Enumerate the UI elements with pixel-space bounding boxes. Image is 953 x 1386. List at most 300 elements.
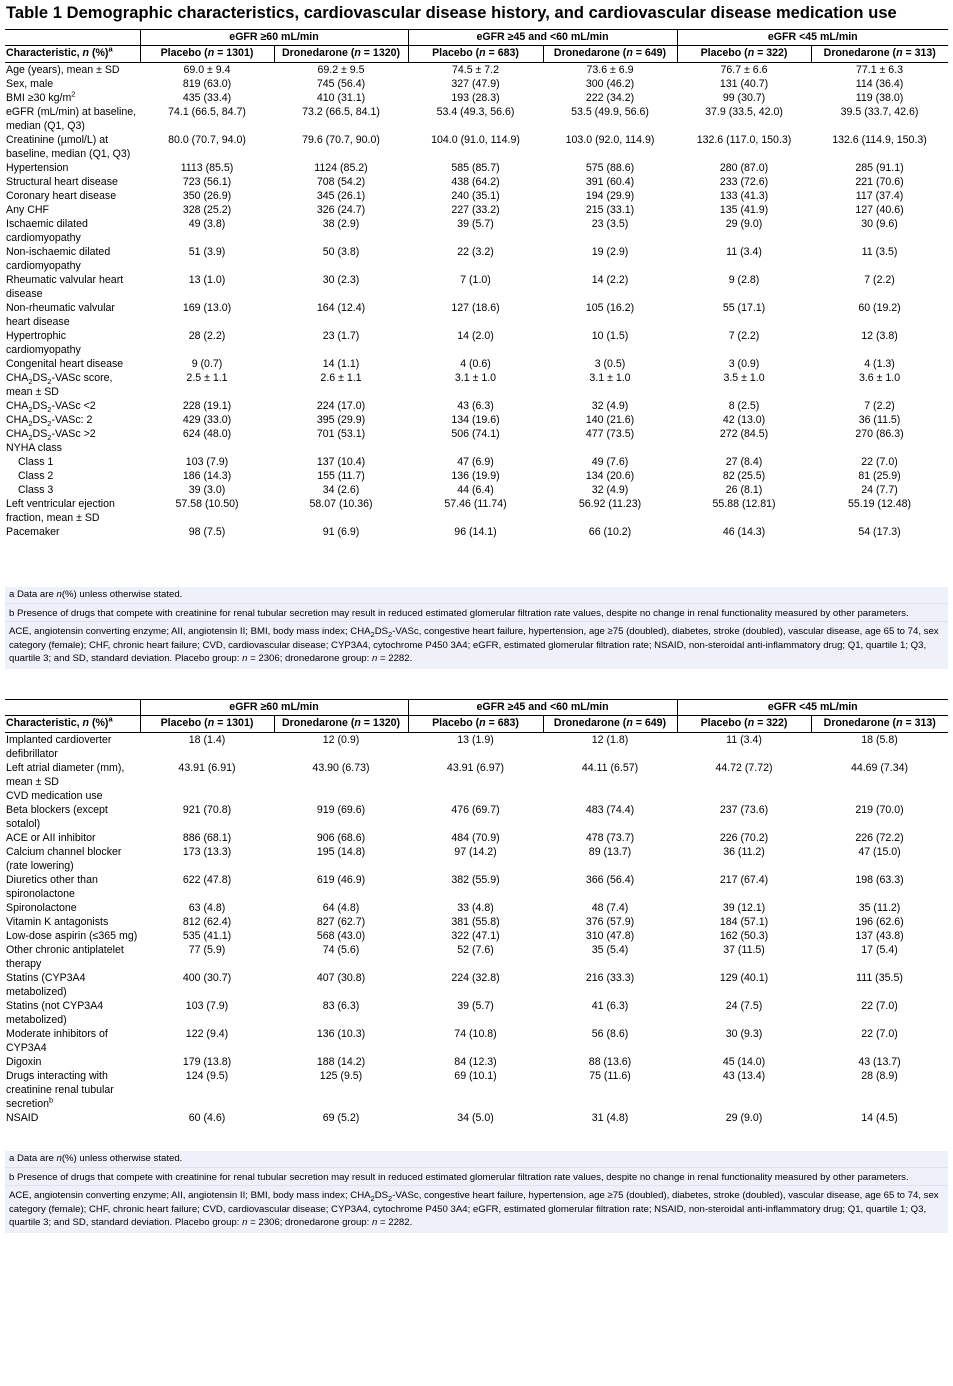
value-cell: 240 (35.1) bbox=[451, 190, 500, 202]
value-cell: 24 (7.7) bbox=[861, 484, 898, 496]
value-cell bbox=[408, 441, 543, 455]
value-cell: 222 (34.2) bbox=[585, 92, 635, 104]
value-cell: 391 (60.4) bbox=[585, 176, 635, 188]
value-cell: 37.9 (33.5, 42.0) bbox=[705, 106, 783, 118]
value-cell: 48 (7.4) bbox=[591, 902, 629, 914]
characteristics-table-part-2 bbox=[5, 699, 948, 1125]
value-cell: 47 (15.0) bbox=[858, 846, 901, 858]
value-cell: 47 (6.9) bbox=[457, 456, 494, 468]
row-label: Ischaemic dilated cardiomyopathy bbox=[6, 218, 88, 244]
row-label: Drugs interacting with creatinine renal tubular secretion$^b$ bbox=[6, 1070, 114, 1110]
row-label: Hypertrophic cardiomyopathy bbox=[6, 330, 81, 356]
value-cell: 32 (4.9) bbox=[591, 400, 629, 412]
value-cell: 127 (18.6) bbox=[451, 302, 500, 314]
value-cell: 173 (13.3) bbox=[182, 846, 232, 858]
table-row bbox=[5, 497, 948, 525]
value-cell: 29 (9.0) bbox=[725, 1112, 763, 1124]
footnote: a Data are n(%) unless otherwise stated. bbox=[9, 589, 183, 600]
value-cell: 88 (13.6) bbox=[588, 1056, 632, 1068]
characteristics-table-part-1 bbox=[5, 29, 948, 539]
value-cell: 43 (6.3) bbox=[457, 400, 494, 412]
value-cell: 52 (7.6) bbox=[457, 944, 494, 956]
value-cell: 43.91 (6.91) bbox=[178, 762, 236, 774]
value-cell bbox=[811, 441, 948, 455]
value-cell: 285 (91.1) bbox=[855, 162, 904, 174]
value-cell: 53.4 (49.3, 56.6) bbox=[436, 106, 515, 118]
value-cell: 24 (7.5) bbox=[725, 1000, 763, 1012]
row-label: $CHA_2DS_2$-VASc <2 bbox=[6, 400, 96, 415]
row-label: Creatinine (µmol/L) at baseline, median (Q1, Q3) bbox=[6, 134, 131, 160]
value-cell: 179 (13.8) bbox=[182, 1056, 232, 1068]
value-cell: 9 (0.7) bbox=[191, 358, 223, 370]
value-cell: 22 (7.0) bbox=[861, 1028, 898, 1040]
value-cell: 30 (2.3) bbox=[322, 274, 360, 286]
value-cell: 198 (63.3) bbox=[855, 874, 904, 886]
row-label: Class 2 bbox=[18, 470, 54, 482]
row-label: CVD medication use bbox=[6, 790, 103, 802]
table-body-1 bbox=[5, 63, 948, 540]
arm-header-row bbox=[5, 46, 948, 63]
value-cell bbox=[140, 789, 274, 803]
row-label: Hypertension bbox=[6, 162, 69, 174]
value-cell: 28 (8.9) bbox=[861, 1070, 898, 1082]
value-cell: 233 (72.6) bbox=[719, 176, 769, 188]
group-header-egfr-60: eGFR ≥60 mL/min bbox=[140, 30, 408, 46]
value-cell: 39 (5.7) bbox=[457, 1000, 494, 1012]
value-cell: 195 (14.8) bbox=[316, 846, 366, 858]
arm-header: Dronedarone (n = 1320) bbox=[274, 46, 408, 63]
value-cell: 89 (13.7) bbox=[588, 846, 632, 858]
row-label: Low-dose aspirin (≤365 mg) bbox=[6, 930, 138, 942]
table-row bbox=[5, 469, 948, 483]
value-cell: 164 (12.4) bbox=[316, 302, 366, 314]
table-row bbox=[5, 999, 948, 1027]
arm-header: Dronedarone (n = 649) bbox=[543, 46, 677, 63]
value-cell: 169 (13.0) bbox=[182, 302, 232, 314]
value-cell bbox=[274, 441, 408, 455]
value-cell: 186 (14.3) bbox=[182, 470, 232, 482]
value-cell: 134 (19.6) bbox=[451, 414, 500, 426]
value-cell: 74.5 ± 7.2 bbox=[451, 64, 500, 76]
value-cell: 19 (2.9) bbox=[591, 246, 629, 258]
table-row bbox=[5, 77, 948, 91]
value-cell: 745 (56.4) bbox=[316, 78, 366, 90]
row-label: Sex, male bbox=[6, 78, 54, 90]
value-cell: 483 (74.4) bbox=[585, 804, 635, 816]
value-cell: 1113 (85.5) bbox=[180, 162, 234, 174]
value-cell bbox=[543, 441, 677, 455]
value-cell: 96 (14.1) bbox=[454, 526, 497, 538]
table-row bbox=[5, 831, 948, 845]
value-cell: 14 (1.1) bbox=[322, 358, 360, 370]
row-label: Class 1 bbox=[18, 456, 54, 468]
value-cell: 79.6 (70.7, 90.0) bbox=[302, 134, 380, 146]
value-cell: 124 (9.5) bbox=[185, 1070, 229, 1082]
value-cell: 228 (19.1) bbox=[182, 400, 232, 412]
value-cell: 217 (67.4) bbox=[719, 874, 769, 886]
value-cell: 366 (56.4) bbox=[585, 874, 635, 886]
value-cell: 8 (2.5) bbox=[728, 400, 760, 412]
footnotes-1 bbox=[5, 587, 948, 669]
table-row bbox=[5, 455, 948, 469]
value-cell: 12 (0.9) bbox=[322, 734, 360, 746]
value-cell: 13 (1.9) bbox=[457, 734, 494, 746]
value-cell: 56.92 (11.23) bbox=[578, 498, 642, 510]
value-cell: 22 (7.0) bbox=[861, 1000, 898, 1012]
row-label: BMI ≥30 $kg/m^2$ bbox=[6, 89, 76, 104]
value-cell: 46 (14.3) bbox=[722, 526, 766, 538]
table-title: Table 1 Demographic characteristics, cardiovascular disease history, and cardiovascular disease medication use bbox=[6, 4, 897, 22]
value-cell: 12 (1.8) bbox=[591, 734, 629, 746]
table-row bbox=[5, 273, 948, 301]
row-label: Moderate inhibitors of CYP3A4 bbox=[6, 1028, 108, 1054]
corner-cell bbox=[5, 30, 140, 46]
value-cell: 435 (33.4) bbox=[182, 92, 232, 104]
value-cell: 103 (7.9) bbox=[185, 456, 229, 468]
value-cell: 81 (25.9) bbox=[858, 470, 901, 482]
value-cell: 1124 (85.2) bbox=[314, 162, 368, 174]
value-cell: 484 (70.9) bbox=[451, 832, 500, 844]
value-cell: 35 (11.2) bbox=[858, 902, 901, 914]
value-cell: 196 (62.6) bbox=[855, 916, 904, 928]
value-cell: 77 (5.9) bbox=[188, 944, 226, 956]
value-cell: 224 (32.8) bbox=[451, 972, 500, 984]
table-row bbox=[5, 203, 948, 217]
value-cell: 64 (4.8) bbox=[322, 902, 360, 914]
table-row bbox=[5, 133, 948, 161]
value-cell: 310 (47.8) bbox=[585, 930, 635, 942]
value-cell: 506 (74.1) bbox=[451, 428, 500, 440]
value-cell: 32 (4.9) bbox=[591, 484, 629, 496]
value-cell: 819 (63.0) bbox=[182, 78, 232, 90]
value-cell: 49 (3.8) bbox=[188, 218, 226, 230]
value-cell: 18 (5.8) bbox=[861, 734, 898, 746]
row-label: NSAID bbox=[6, 1112, 39, 1124]
value-cell: 326 (24.7) bbox=[316, 204, 366, 216]
corner-cell bbox=[5, 700, 140, 716]
table-row bbox=[5, 1069, 948, 1111]
row-label: Age (years), mean ± SD bbox=[6, 64, 120, 76]
row-label: Spironolactone bbox=[6, 902, 77, 914]
value-cell: 74 (10.8) bbox=[454, 1028, 497, 1040]
row-label: $CHA_2DS_2$-VASc >2 bbox=[6, 428, 96, 443]
value-cell: 39 (3.0) bbox=[188, 484, 226, 496]
value-cell: 350 (26.9) bbox=[182, 190, 232, 202]
value-cell: 7 (2.2) bbox=[864, 274, 895, 286]
table-row bbox=[5, 217, 948, 245]
table-row bbox=[5, 901, 948, 915]
table-row bbox=[5, 357, 948, 371]
value-cell: 328 (25.2) bbox=[182, 204, 232, 216]
row-label: Diuretics other than spironolactone bbox=[6, 874, 98, 900]
characteristic-header: Characteristic, n (%)$^a$ bbox=[5, 716, 140, 733]
table-row bbox=[5, 845, 948, 873]
table-row bbox=[5, 803, 948, 831]
value-cell: 7 (2.2) bbox=[864, 400, 895, 412]
value-cell: 155 (11.7) bbox=[317, 470, 365, 482]
value-cell: 38 (2.9) bbox=[322, 218, 360, 230]
value-cell: 36 (11.2) bbox=[723, 846, 765, 858]
table-row bbox=[5, 63, 948, 78]
value-cell: 906 (68.6) bbox=[316, 832, 366, 844]
table-row bbox=[5, 245, 948, 273]
value-cell: 395 (29.9) bbox=[316, 414, 366, 426]
value-cell: 18 (1.4) bbox=[188, 734, 226, 746]
value-cell: 56 (8.6) bbox=[591, 1028, 629, 1040]
value-cell: 57.58 (10.50) bbox=[175, 498, 239, 510]
group-header-egfr-45-60: eGFR ≥45 and <60 mL/min bbox=[408, 30, 677, 46]
row-label: Rheumatic valvular heart disease bbox=[6, 274, 124, 300]
footnote: ACE, angiotensin converting enzyme; AII, angiotensin II; BMI, body mass index; $CHA_2DS_2$-VASc, congestive heart failure, hypertension, age ≥75 (doubled), diabetes, stroke (doubled), vascular disease, age 65 to 74, sex category (female); CHF, chronic heart failure; CVD, cardiovascular disease; CYP3A4, cytochrome P450 3A4; eGFR, estimated glomerular filtration rate; NSAID, non-steroidal anti-inflammatory drug; Q1, quartile 1; Q3, quartile 3; and SD, standard deviation. Placebo group: n = 2306; dronedarone group: n = 2282. bbox=[5, 1185, 948, 1233]
value-cell: 44.11 (6.57) bbox=[581, 762, 639, 774]
value-cell: 103 (7.9) bbox=[185, 1000, 229, 1012]
value-cell: 33 (4.8) bbox=[457, 902, 494, 914]
value-cell: 10 (1.5) bbox=[591, 330, 629, 342]
value-cell: 60 (19.2) bbox=[858, 302, 901, 314]
value-cell: 26 (8.1) bbox=[725, 484, 763, 496]
value-cell: 400 (30.7) bbox=[182, 972, 232, 984]
value-cell: 708 (54.2) bbox=[316, 176, 366, 188]
value-cell: 184 (57.1) bbox=[719, 916, 769, 928]
footnote: a Data are n(%) unless otherwise stated. bbox=[9, 1153, 183, 1164]
value-cell: 2.6 ± 1.1 bbox=[320, 372, 362, 384]
value-cell: 135 (41.9) bbox=[719, 204, 769, 216]
value-cell: 376 (57.9) bbox=[585, 916, 635, 928]
value-cell: 3.1 ± 1.0 bbox=[589, 372, 631, 384]
value-cell: 132.6 (117.0, 150.3) bbox=[696, 134, 792, 146]
value-cell: 97 (14.2) bbox=[454, 846, 497, 858]
footnote: b Presence of drugs that compete with creatinine for renal tubular secretion may result in reduced estimated glomerular filtration rate values, despite no change in renal functionality measured by other parameters. bbox=[5, 603, 948, 622]
value-cell: 11 (3.5) bbox=[861, 246, 898, 258]
table-row bbox=[5, 1111, 948, 1125]
row-label: Left ventricular ejection fraction, mean ± SD bbox=[6, 498, 115, 524]
value-cell: 3 (0.9) bbox=[728, 358, 760, 370]
row-label: ACE or AII inhibitor bbox=[6, 832, 96, 844]
value-cell: 51 (3.9) bbox=[188, 246, 226, 258]
value-cell: 39 (5.7) bbox=[457, 218, 494, 230]
value-cell: 723 (56.1) bbox=[182, 176, 232, 188]
value-cell: 127 (40.6) bbox=[855, 204, 904, 216]
group-header-egfr-45: eGFR <45 mL/min bbox=[677, 700, 948, 716]
value-cell: 76.7 ± 6.6 bbox=[720, 64, 768, 76]
arm-header: Placebo (n = 1301) bbox=[140, 716, 274, 733]
row-label: Calcium channel blocker (rate lowering) bbox=[6, 846, 122, 872]
table-row bbox=[5, 943, 948, 971]
value-cell: 29 (9.0) bbox=[725, 218, 763, 230]
value-cell: 125 (9.5) bbox=[319, 1070, 363, 1082]
value-cell: 43.91 (6.97) bbox=[446, 762, 505, 774]
value-cell bbox=[677, 441, 811, 455]
value-cell: 22 (7.0) bbox=[861, 456, 898, 468]
table-row bbox=[5, 175, 948, 189]
value-cell: 345 (26.1) bbox=[316, 190, 366, 202]
row-label: $CHA_2DS_2$-VASc: 2 bbox=[6, 414, 93, 429]
value-cell: 14 (2.2) bbox=[591, 274, 629, 286]
value-cell: 75 (11.6) bbox=[589, 1070, 631, 1082]
row-label: eGFR (mL/min) at baseline, median (Q1, Q3) bbox=[6, 106, 137, 132]
value-cell: 44.69 (7.34) bbox=[850, 762, 909, 774]
arm-header: Placebo (n = 683) bbox=[408, 716, 543, 733]
value-cell: 50 (3.8) bbox=[322, 246, 360, 258]
value-cell: 42 (13.0) bbox=[722, 414, 766, 426]
value-cell: 575 (88.6) bbox=[585, 162, 635, 174]
group-header-egfr-45-60: eGFR ≥45 and <60 mL/min bbox=[408, 700, 677, 716]
value-cell: 30 (9.3) bbox=[725, 1028, 763, 1040]
table-row bbox=[5, 161, 948, 175]
table-row bbox=[5, 105, 948, 133]
value-cell: 80.0 (70.7, 94.0) bbox=[168, 134, 246, 146]
group-header-egfr-60: eGFR ≥60 mL/min bbox=[140, 700, 408, 716]
table-body-2 bbox=[5, 733, 948, 1126]
value-cell: 585 (85.7) bbox=[451, 162, 500, 174]
row-label: Coronary heart disease bbox=[6, 190, 117, 202]
row-label: Structural heart disease bbox=[6, 176, 118, 188]
value-cell: 3.6 ± 1.0 bbox=[858, 372, 901, 384]
value-cell: 53.5 (49.9, 56.6) bbox=[571, 106, 649, 118]
value-cell: 429 (33.0) bbox=[182, 414, 232, 426]
value-cell: 34 (5.0) bbox=[457, 1112, 494, 1124]
value-cell: 43 (13.4) bbox=[722, 1070, 766, 1082]
value-cell: 114 (36.4) bbox=[855, 78, 904, 90]
table-row bbox=[5, 915, 948, 929]
table-row bbox=[5, 525, 948, 539]
arm-header: Dronedarone (n = 649) bbox=[543, 716, 677, 733]
value-cell: 43 (13.7) bbox=[858, 1056, 901, 1068]
value-cell: 237 (73.6) bbox=[719, 804, 769, 816]
value-cell: 7 (1.0) bbox=[460, 274, 491, 286]
row-label: Digoxin bbox=[6, 1056, 42, 1068]
characteristic-header: Characteristic, n (%)$^a$ bbox=[5, 46, 140, 63]
value-cell: 23 (1.7) bbox=[322, 330, 360, 342]
value-cell: 322 (47.1) bbox=[451, 930, 500, 942]
table-row bbox=[5, 301, 948, 329]
value-cell: 131 (40.7) bbox=[719, 78, 769, 90]
value-cell: 69 (5.2) bbox=[322, 1112, 360, 1124]
row-label: Beta blockers (except sotalol) bbox=[6, 804, 108, 830]
value-cell: 31 (4.8) bbox=[591, 1112, 629, 1124]
arm-header: Placebo (n = 322) bbox=[677, 46, 811, 63]
table-row bbox=[5, 1027, 948, 1055]
value-cell: 44.72 (7.72) bbox=[715, 762, 773, 774]
value-cell: 133 (41.3) bbox=[719, 190, 769, 202]
value-cell: 45 (14.0) bbox=[722, 1056, 766, 1068]
value-cell: 134 (20.6) bbox=[585, 470, 635, 482]
value-cell: 122 (9.4) bbox=[185, 1028, 229, 1040]
value-cell: 23 (3.5) bbox=[591, 218, 629, 230]
value-cell: 162 (50.3) bbox=[719, 930, 769, 942]
value-cell: 132.6 (114.9, 150.3) bbox=[832, 134, 927, 146]
value-cell: 83 (6.3) bbox=[322, 1000, 360, 1012]
value-cell: 226 (70.2) bbox=[719, 832, 769, 844]
value-cell: 44 (6.4) bbox=[457, 484, 494, 496]
value-cell: 477 (73.5) bbox=[585, 428, 635, 440]
value-cell: 55.19 (12.48) bbox=[848, 498, 912, 510]
row-label: Other chronic antiplatelet therapy bbox=[6, 944, 124, 970]
value-cell: 49 (7.6) bbox=[591, 456, 629, 468]
value-cell: 327 (47.9) bbox=[451, 78, 500, 90]
arm-header: Dronedarone (n = 313) bbox=[811, 46, 948, 63]
value-cell: 41 (6.3) bbox=[591, 1000, 629, 1012]
row-label: NYHA class bbox=[6, 442, 62, 454]
table-row bbox=[5, 413, 948, 427]
value-cell: 701 (53.1) bbox=[316, 428, 366, 440]
value-cell: 55.88 (12.81) bbox=[712, 498, 776, 510]
table-row bbox=[5, 441, 948, 455]
value-cell: 9 (2.8) bbox=[728, 274, 760, 286]
table-row bbox=[5, 929, 948, 943]
value-cell: 74 (5.6) bbox=[322, 944, 360, 956]
value-cell: 54 (17.3) bbox=[858, 526, 901, 538]
table-row bbox=[5, 329, 948, 357]
value-cell bbox=[408, 789, 543, 803]
row-label: Congenital heart disease bbox=[6, 358, 124, 370]
arm-header: Placebo (n = 683) bbox=[408, 46, 543, 63]
row-label: Statins (CYP3A4 metabolized) bbox=[6, 972, 86, 998]
value-cell: 74.1 (66.5, 84.7) bbox=[168, 106, 246, 118]
value-cell: 43.90 (6.73) bbox=[312, 762, 370, 774]
value-cell: 22 (3.2) bbox=[457, 246, 494, 258]
value-cell: 12 (3.8) bbox=[861, 330, 898, 342]
value-cell: 3 (0.5) bbox=[594, 358, 626, 370]
group-header-row bbox=[5, 700, 948, 716]
value-cell: 105 (16.2) bbox=[585, 302, 635, 314]
table-row bbox=[5, 733, 948, 762]
value-cell: 37 (11.5) bbox=[723, 944, 765, 956]
row-label: Vitamin K antagonists bbox=[6, 916, 109, 928]
value-cell: 221 (70.6) bbox=[855, 176, 904, 188]
value-cell: 886 (68.1) bbox=[182, 832, 232, 844]
value-cell: 224 (17.0) bbox=[316, 400, 366, 412]
value-cell: 28 (2.2) bbox=[188, 330, 226, 342]
value-cell: 624 (48.0) bbox=[182, 428, 232, 440]
value-cell: 77.1 ± 6.3 bbox=[855, 64, 904, 76]
value-cell: 84 (12.3) bbox=[454, 1056, 497, 1068]
value-cell: 438 (64.2) bbox=[451, 176, 500, 188]
table-row bbox=[5, 483, 948, 497]
arm-header: Placebo (n = 1301) bbox=[140, 46, 274, 63]
table-row bbox=[5, 399, 948, 413]
table-row bbox=[5, 91, 948, 105]
value-cell: 27 (8.4) bbox=[725, 456, 763, 468]
value-cell: 226 (72.2) bbox=[855, 832, 904, 844]
value-cell: 193 (28.3) bbox=[451, 92, 500, 104]
value-cell: 619 (46.9) bbox=[316, 874, 366, 886]
value-cell: 14 (2.0) bbox=[457, 330, 494, 342]
value-cell: 13 (1.0) bbox=[188, 274, 226, 286]
value-cell: 137 (10.4) bbox=[316, 456, 366, 468]
footnote: b Presence of drugs that compete with creatinine for renal tubular secretion may result in reduced estimated glomerular filtration rate values, despite no change in renal functionality measured by other parameters. bbox=[5, 1167, 948, 1186]
row-label: Non-rheumatic valvular heart disease bbox=[6, 302, 115, 328]
value-cell: 272 (84.5) bbox=[719, 428, 769, 440]
value-cell: 119 (38.0) bbox=[855, 92, 904, 104]
value-cell: 11 (3.4) bbox=[726, 246, 762, 258]
value-cell: 188 (14.2) bbox=[316, 1056, 366, 1068]
value-cell: 476 (69.7) bbox=[451, 804, 500, 816]
value-cell: 227 (33.2) bbox=[451, 204, 500, 216]
value-cell: 478 (73.7) bbox=[585, 832, 635, 844]
value-cell: 69 (10.1) bbox=[454, 1070, 497, 1082]
value-cell: 73.2 (66.5, 84.1) bbox=[302, 106, 380, 118]
value-cell: 35 (5.4) bbox=[591, 944, 629, 956]
table-row bbox=[5, 761, 948, 789]
value-cell: 99 (30.7) bbox=[722, 92, 766, 104]
row-label: Non-ischaemic dilated cardiomyopathy bbox=[6, 246, 111, 272]
value-cell: 2.5 ± 1.1 bbox=[186, 372, 228, 384]
row-label: Any CHF bbox=[6, 204, 49, 216]
value-cell: 812 (62.4) bbox=[182, 916, 232, 928]
row-label: Left atrial diameter (mm), mean ± SD bbox=[6, 762, 125, 788]
value-cell: 622 (47.8) bbox=[182, 874, 232, 886]
